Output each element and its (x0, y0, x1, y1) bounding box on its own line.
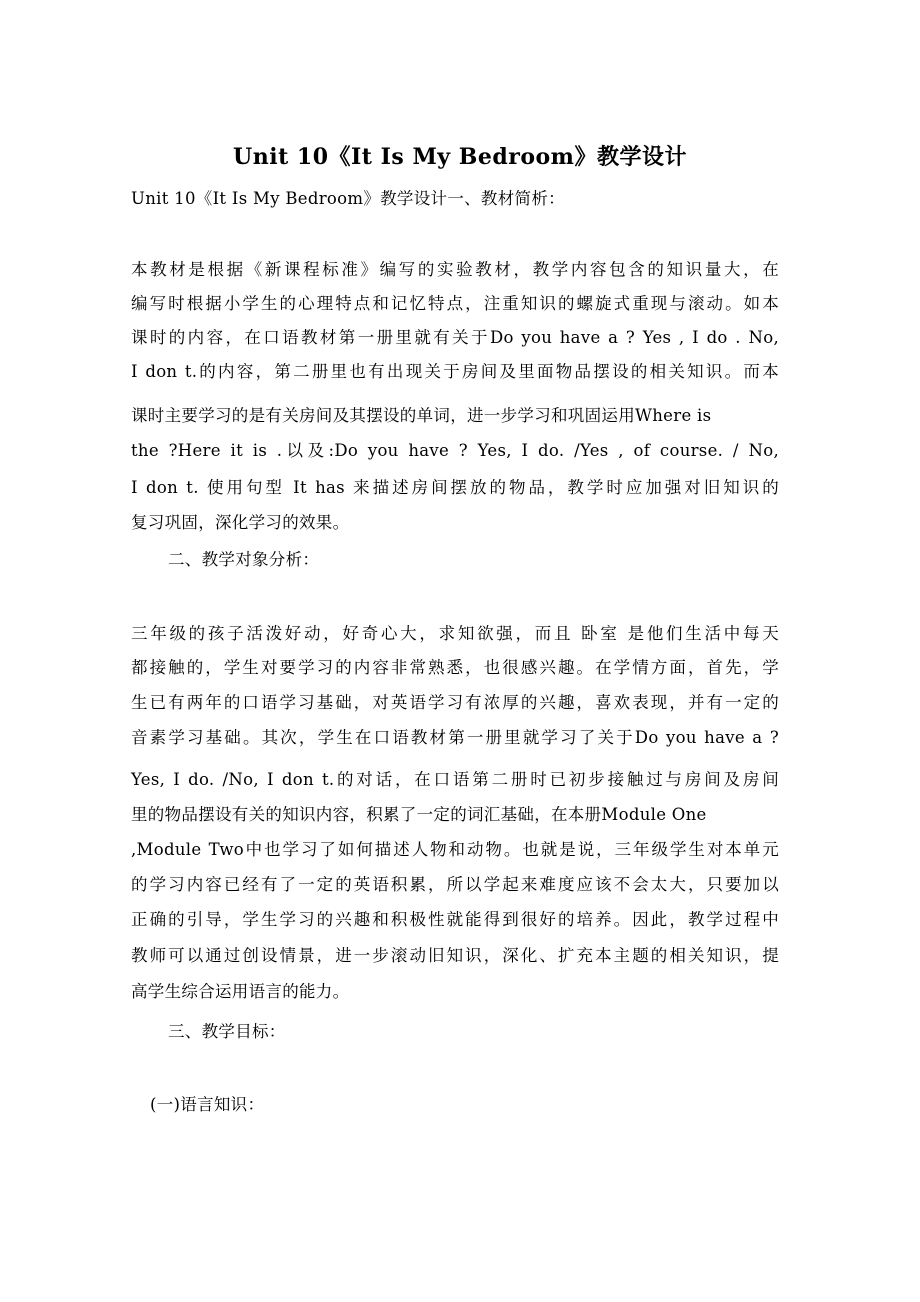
document-subtitle: Unit 10《It Is My Bedroom》教学设计一、教材简析： (131, 189, 565, 208)
section2-line-6: 里的物品摆设有关的知识内容，积累了一定的词汇基础，在本册Module One (131, 805, 707, 824)
section1-line-6: the ?Here it is .以及:Do you have ? Yes, I do. /Yes , of course. / No, (131, 441, 779, 460)
section2-line-5: Yes, I do. /No, I don t.的对话，在口语第二册时已初步接触过与房间及房间 (131, 770, 779, 789)
section1-line-3: 课时的内容，在口语教材第一册里就有关于Do you have a ? Yes , I do . No, (131, 328, 779, 347)
section2-line-11: 高学生综合运用语言的能力。 (131, 982, 350, 1001)
section2-line-10: 教师可以通过创设情景，进一步滚动旧知识，深化、扩充本主题的相关知识，提 (131, 946, 779, 965)
section3-heading: 三、教学目标： (168, 1022, 286, 1041)
section2-line-8: 的学习内容已经有了一定的英语积累，所以学起来难度应该不会太大，只要加以 (131, 875, 779, 894)
section1-line-7: I don t. 使用句型 It has 来描述房间摆放的物品，教学时应加强对旧知识的 (131, 478, 779, 497)
section1-line-4: I don t.的内容，第二册里也有出现关于房间及里面物品摆设的相关知识。而本 (131, 362, 779, 381)
section2-line-2: 都接触的，学生对要学习的内容非常熟悉，也很感兴趣。在学情方面，首先，学 (131, 658, 779, 677)
section2-line-4: 音素学习基础。其次，学生在口语教材第一册里就学习了关于Do you have a ? (131, 728, 779, 747)
section1-line-5: 课时主要学习的是有关房间及其摆设的单词，进一步学习和巩固运用Where is (131, 406, 712, 425)
section2-heading: 二、教学对象分析： (168, 550, 320, 569)
section2-line-3: 生已有两年的口语学习基础，对英语学习有浓厚的兴趣，喜欢表现，并有一定的 (131, 693, 779, 712)
section2-line-9: 正确的引导，学生学习的兴趣和积极性就能得到很好的培养。因此，教学过程中 (131, 910, 779, 929)
document-title: Unit 10《It Is My Bedroom》教学设计 (233, 144, 687, 170)
section2-line-7: ,Module Two中也学习了如何描述人物和动物。也就是说，三年级学生对本单元 (131, 840, 779, 859)
section4-heading: (一)语言知识： (150, 1095, 265, 1114)
section1-line-1: 本教材是根据《新课程标准》编写的实验教材，教学内容包含的知识量大，在 (131, 260, 779, 279)
section2-line-1: 三年级的孩子活泼好动，好奇心大，求知欲强，而且 卧室 是他们生活中每天 (131, 624, 779, 643)
section1-line-8: 复习巩固，深化学习的效果。 (131, 513, 350, 532)
section1-line-2: 编写时根据小学生的心理特点和记忆特点，注重知识的螺旋式重现与滚动。如本 (131, 294, 779, 313)
